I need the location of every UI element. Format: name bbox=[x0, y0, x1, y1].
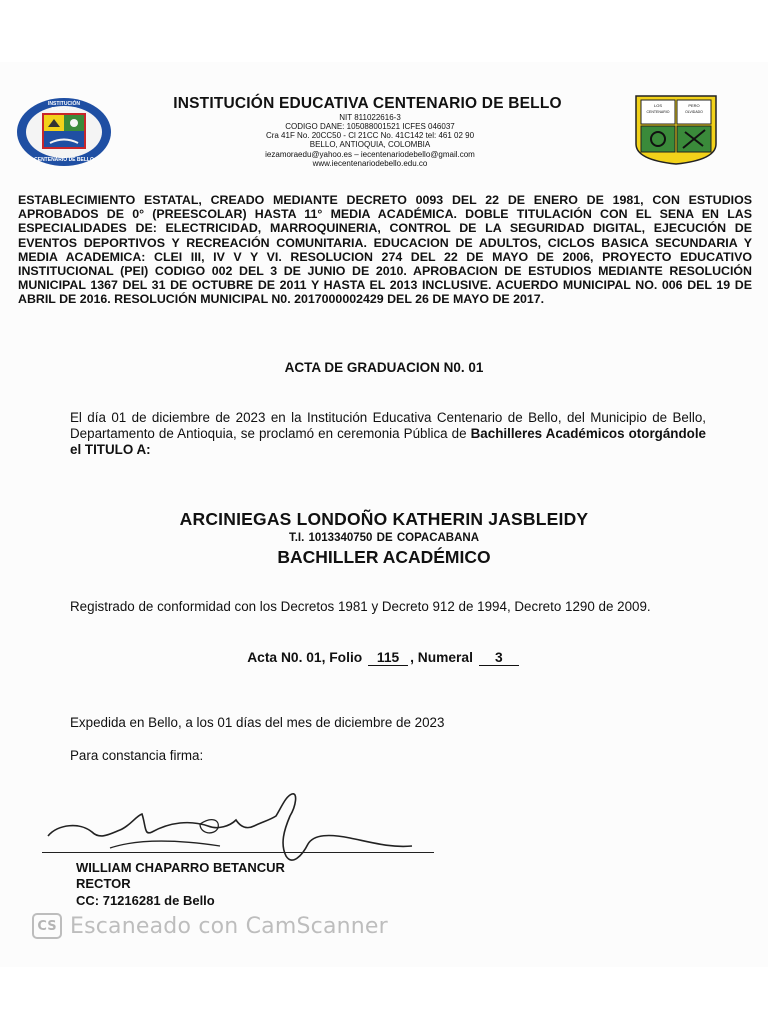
svg-text:INSTITUCIÓN: INSTITUCIÓN bbox=[48, 101, 80, 107]
header-city: BELLO, ANTIOQUIA, COLOMBIA bbox=[309, 140, 431, 149]
graduate-title: BACHILLER ACADÉMICO bbox=[277, 547, 491, 567]
intro-paragraph bbox=[70, 410, 706, 458]
intro-bold-text: Bachilleres Académicos otorgándole el TITULO A: bbox=[70, 426, 706, 457]
registered-paragraph: Registrado de conformidad con los Decretos 1981 y Decreto 912 de 1994, Decreto 1290 de 2009. bbox=[70, 599, 651, 614]
svg-text:OLVIDADO: OLVIDADO bbox=[685, 110, 703, 114]
header-dane-code: CODIGO DANE: 105088001521 ICFES 046037 bbox=[285, 122, 455, 131]
institution-shield-right bbox=[633, 94, 719, 166]
acta-folio-line bbox=[0, 650, 768, 666]
folio-number: 115 bbox=[368, 650, 408, 666]
graduate-id: T.I. 1013340750 DE COPACABANA bbox=[288, 532, 480, 544]
svg-text:CENTENARIO DE BELLO: CENTENARIO DE BELLO bbox=[34, 157, 94, 163]
signer-role: RECTOR bbox=[76, 876, 131, 891]
header-nit: NIT 811022616-3 bbox=[339, 113, 401, 122]
svg-text:CENTENARIO: CENTENARIO bbox=[646, 110, 670, 114]
signature-caption: Para constancia firma: bbox=[70, 748, 204, 763]
graduate-name: ARCINIEGAS LONDOÑO KATHERIN JASBLEIDY bbox=[179, 509, 589, 529]
signer-cc: CC: 71216281 de Bello bbox=[76, 893, 215, 908]
svg-text:EDUCATIVA: EDUCATIVA bbox=[51, 106, 77, 111]
header-website: www.iecentenariodebello.edu.co bbox=[312, 159, 428, 168]
intro-text: El día 01 de diciembre de 2023 en la Institución Educativa Centenario de Bello, del Municipio de Bello, Departamento de Antioquia, se proclamó en ceremonia Pública de bbox=[70, 410, 706, 441]
institution-logo-left bbox=[14, 96, 114, 168]
svg-text:LOS: LOS bbox=[653, 103, 663, 108]
camscanner-watermark bbox=[32, 913, 388, 939]
header-emails: iezamoraedu@yahoo.es – iecentenariodebello@gmail.com bbox=[265, 150, 475, 159]
svg-text:PERO: PERO bbox=[688, 103, 700, 108]
acta-title: ACTA DE GRADUACION N0. 01 bbox=[284, 360, 484, 375]
establishment-paragraph: ESTABLECIMIENTO ESTATAL, CREADO MEDIANTE DECRETO 0093 DEL 22 DE ENERO DE 1981, CON ESTUDIOS APROBADOS DE 0° (PREESCOLAR) HASTA 11° MEDIA ACADÉMICA. DOBLE TITULACIÓN CON EL SENA EN LAS ESPECIALIDADES DE: ELECTRICIDAD, MARROQUINERIA, CONTROL DE LA SEGURIDAD DIGITAL, EJECUCIÓN DE EVENTOS DEPORTIVOS Y RECREACIÓN COMUNITARIA. EDUCACION DE ADULTOS, CICLOS BASICA SECUNDARIA Y MEDIA ACADEMICA: CLEI III, IV V Y VI. RESOLUCION 274 DEL 22 DE MAYO DE 2006, PROYECTO EDUCATIVO INSTITUCIONAL (PEI) CODIGO 002 DEL 3 DE JUNIO DE 2010. APROBACION DE ESTUDIOS MEDIANTE RESOLUCIÓN MUNICIPAL 1367 DEL 31 DE OCTUBRE DE 2011 Y HASTA EL 2013 INCLUSIVE. ACUERDO MUNICIPAL NO. 006 DEL 19 DE ABRIL DE 2016. RESOLUCIÓN MUNICIPAL N0. 2017000002429 DEL 26 DE MAYO DE 2017. bbox=[18, 193, 752, 307]
header-address: Cra 41F No. 20CC50 - Cl 21CC No. 41C142 tel: 461 02 90 bbox=[265, 131, 475, 140]
acta-folio-prefix: Acta N0. 01, Folio bbox=[247, 650, 363, 665]
expedition-statement: Expedida en Bello, a los 01 días del mes de diciembre de 2023 bbox=[70, 715, 445, 730]
signer-name: WILLIAM CHAPARRO BETANCUR bbox=[76, 860, 285, 875]
signature-line bbox=[42, 852, 434, 853]
camscanner-icon: CS bbox=[32, 913, 62, 939]
institution-name: INSTITUCIÓN EDUCATIVA CENTENARIO DE BELLO bbox=[173, 95, 562, 112]
watermark-text: Escaneado con CamScanner bbox=[70, 913, 388, 939]
numeral-label: , Numeral bbox=[410, 650, 473, 665]
numeral-number: 3 bbox=[479, 650, 519, 666]
